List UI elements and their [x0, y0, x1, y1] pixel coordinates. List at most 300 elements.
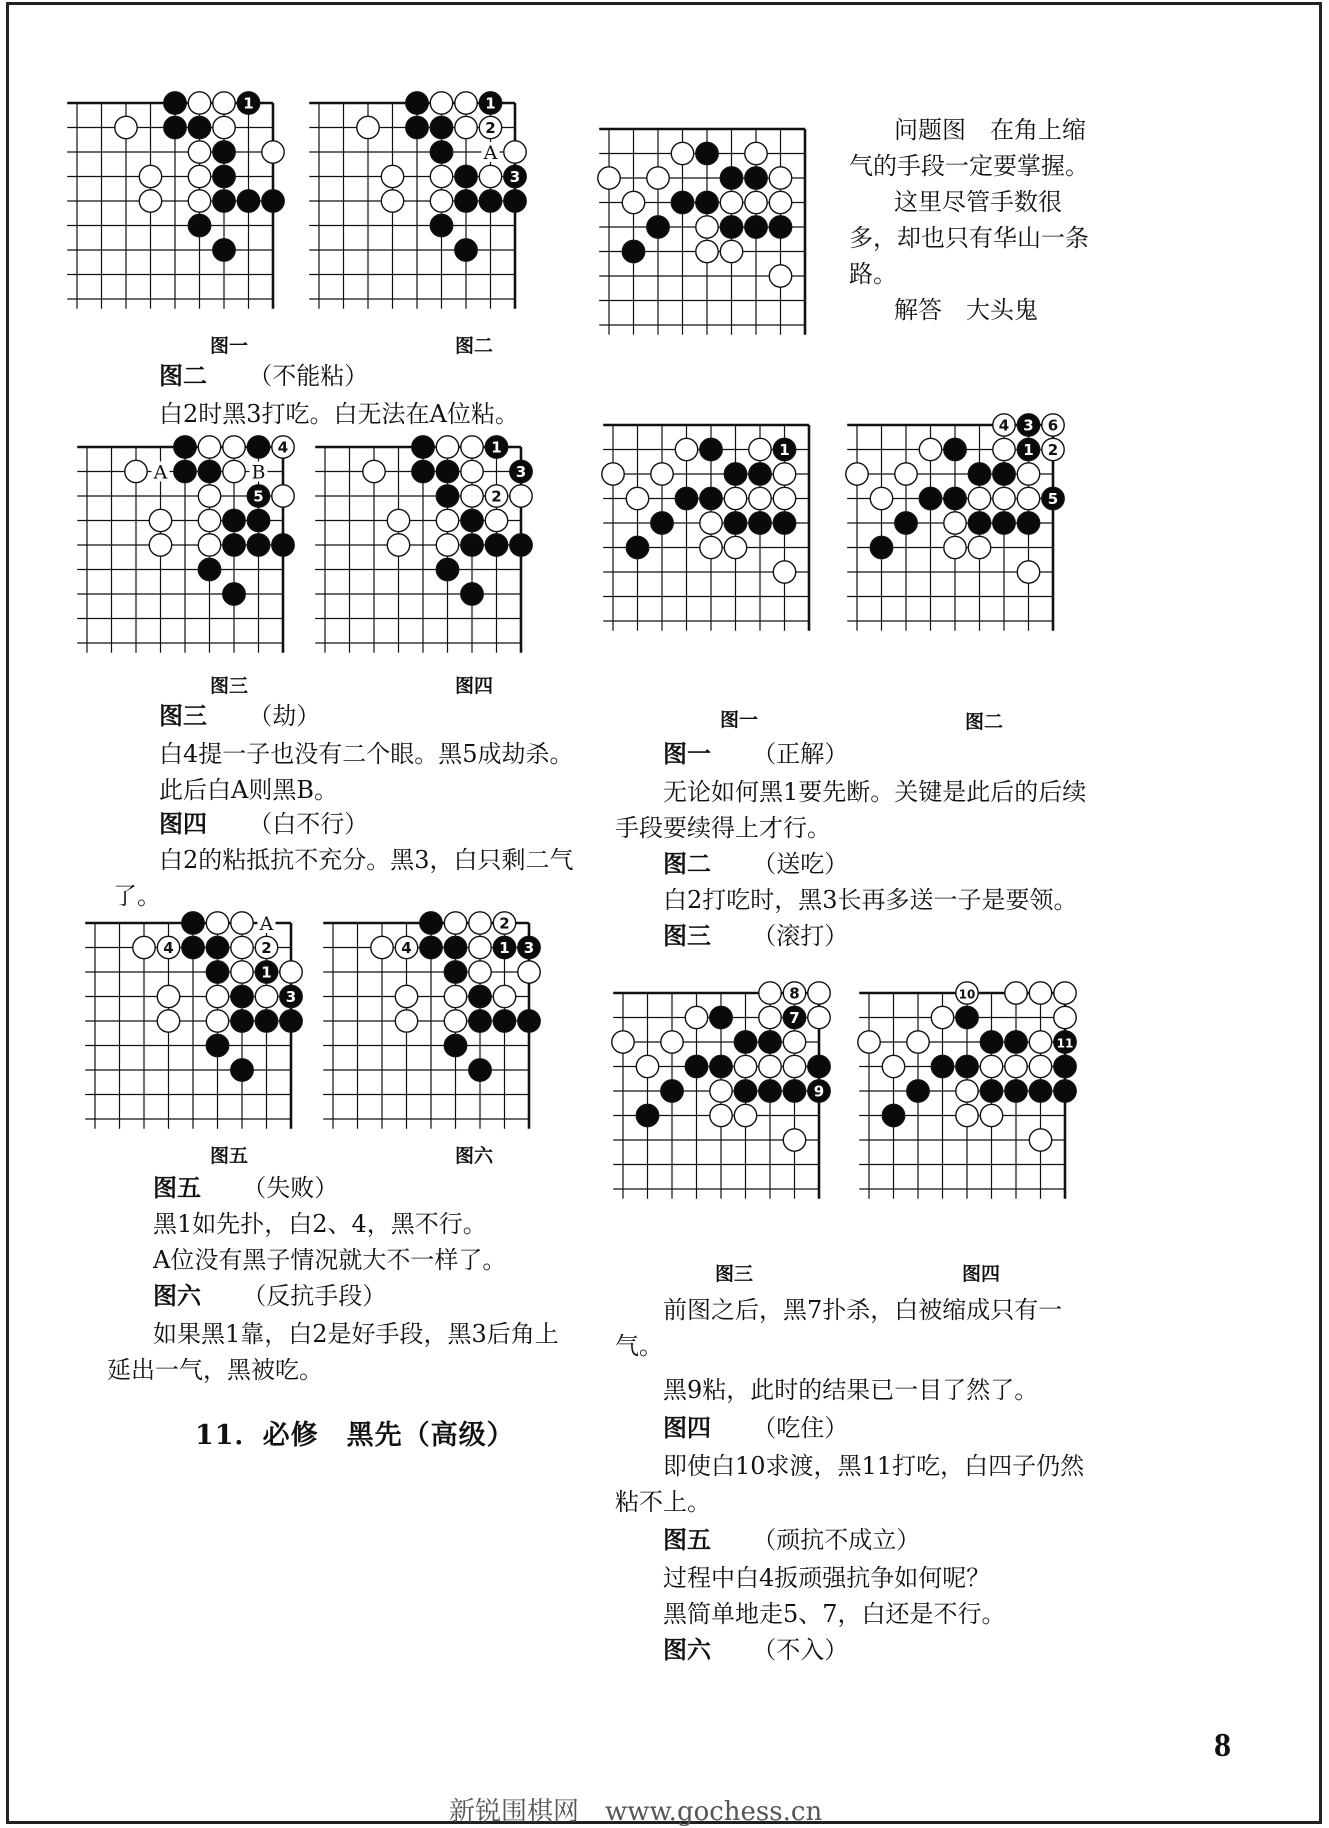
text-line: 白2时黑3打吃。白无法在A位粘。 — [159, 400, 519, 428]
black-stone — [882, 1104, 904, 1126]
stone-number: 1 — [243, 94, 254, 113]
black-stone — [685, 1055, 707, 1077]
stone-number: 2 — [261, 939, 272, 957]
black-stone — [1054, 1080, 1076, 1102]
black-stone — [504, 190, 526, 212]
white-stone — [198, 485, 220, 507]
black-stone — [455, 190, 477, 212]
black-stone — [993, 512, 1015, 534]
black-stone — [1005, 1080, 1027, 1102]
text-line: 无论如何黑1要先断。关键是此后的后续 — [663, 778, 1087, 806]
white-stone — [808, 982, 830, 1004]
black-stone — [968, 512, 990, 534]
fig4-subtitle: （白不行） — [248, 810, 369, 838]
white-stone — [479, 165, 501, 187]
white-stone — [280, 961, 302, 983]
black-stone — [671, 191, 693, 213]
white-stone — [436, 534, 458, 556]
black-stone — [734, 1031, 756, 1053]
text-line: 延出一气，黑被吃。 — [107, 1356, 323, 1384]
go-board-svg — [861, 981, 1081, 1201]
stone-number: 5 — [253, 487, 264, 506]
black-stone — [956, 1055, 978, 1077]
black-stone — [980, 1031, 1002, 1053]
black-stone — [919, 487, 941, 509]
black-stone — [237, 190, 259, 212]
fig2-title-line — [159, 359, 368, 393]
white-stone — [783, 1055, 805, 1077]
white-stone — [993, 487, 1015, 509]
caption-left-fig6: 图六 — [454, 1145, 493, 1167]
white-stone — [907, 1031, 929, 1053]
black-stone — [626, 536, 648, 558]
white-stone — [461, 485, 483, 507]
black-stone — [700, 438, 722, 460]
black-stone — [461, 534, 483, 556]
stone-number: 1 — [1023, 441, 1034, 459]
white-stone — [858, 1031, 880, 1053]
stone-number: 4 — [277, 438, 289, 457]
white-stone — [255, 985, 277, 1007]
page-number: 8 — [1214, 1727, 1231, 1764]
fig4-title: 图四 — [159, 810, 207, 838]
white-stone — [188, 165, 210, 187]
board-label: A — [153, 461, 168, 484]
fig2-title: 图二 — [159, 362, 207, 390]
black-stone — [420, 936, 442, 958]
white-stone — [188, 141, 210, 163]
black-stone — [769, 216, 791, 238]
go-board-svg — [309, 91, 529, 311]
board-R1 — [605, 413, 825, 633]
white-stone — [661, 1031, 683, 1053]
black-stone — [198, 460, 220, 482]
board-R3 — [615, 981, 835, 1201]
black-stone — [931, 1055, 953, 1077]
white-stone — [436, 436, 458, 458]
stone-number: 10 — [958, 987, 976, 1002]
rfig3-title-line — [663, 919, 848, 953]
black-stone — [280, 1010, 302, 1032]
black-stone — [231, 1059, 253, 1081]
section-heading: 11．必修 黑先（高级） — [195, 1420, 515, 1451]
go-board-svg — [85, 911, 305, 1131]
stone-number: 2 — [491, 487, 502, 506]
white-stone — [710, 1080, 732, 1102]
white-stone — [371, 936, 393, 958]
white-stone — [231, 961, 253, 983]
black-stone — [262, 190, 284, 212]
white-stone — [783, 1031, 805, 1053]
white-stone — [710, 1104, 732, 1126]
go-board-svg — [67, 91, 287, 311]
white-stone — [518, 961, 540, 983]
stone-number: 2 — [485, 119, 496, 137]
caption-left-fig2: 图二 — [454, 335, 493, 357]
white-stone — [700, 512, 722, 534]
white-stone — [745, 142, 767, 164]
white-stone — [493, 985, 515, 1007]
black-stone — [430, 116, 452, 138]
rfig1-title: 图一 — [663, 740, 711, 768]
black-stone — [444, 936, 466, 958]
fig3-subtitle: （劫） — [248, 702, 321, 730]
black-stone — [223, 534, 245, 556]
white-stone — [444, 1010, 466, 1032]
white-stone — [1005, 1055, 1027, 1077]
white-stone — [720, 191, 742, 213]
board-R2 — [849, 413, 1069, 633]
black-stone — [213, 239, 235, 261]
black-stone — [944, 487, 966, 509]
text-line: A位没有黑子情况就大不一样了。 — [153, 1246, 507, 1274]
black-stone — [213, 190, 235, 212]
white-stone — [139, 165, 161, 187]
black-stone — [272, 534, 294, 556]
black-stone — [436, 460, 458, 482]
white-stone — [1017, 487, 1039, 509]
stone-number: 1 — [779, 441, 790, 459]
white-stone — [262, 141, 284, 163]
white-stone — [444, 912, 466, 934]
rfig2-title: 图二 — [663, 850, 711, 878]
black-stone — [174, 460, 196, 482]
black-stone — [430, 141, 452, 163]
text-line: 白2的粘抵抗不充分。黑3，白只剩二气 — [159, 846, 574, 874]
white-stone — [769, 167, 791, 189]
white-stone — [198, 534, 220, 556]
white-stone — [612, 1031, 634, 1053]
black-stone — [720, 216, 742, 238]
white-stone — [125, 460, 147, 482]
white-stone — [980, 1055, 1002, 1077]
board-L2 — [309, 91, 529, 311]
white-stone — [846, 463, 868, 485]
stone-number: 3 — [509, 168, 521, 186]
stone-number: 3 — [523, 939, 535, 957]
black-stone — [436, 558, 458, 580]
black-stone — [164, 92, 186, 114]
rfig2-title-line — [663, 847, 848, 881]
problem-line: 这里尽管手数很 — [894, 188, 1062, 216]
black-stone — [206, 961, 228, 983]
fig5-title-line — [153, 1171, 338, 1205]
white-stone — [700, 536, 722, 558]
stone-number: 4 — [998, 416, 1010, 435]
text-line: 气。 — [615, 1332, 663, 1360]
stone-number: 4 — [163, 939, 174, 957]
black-stone — [188, 214, 210, 236]
black-stone — [174, 436, 196, 458]
black-stone — [720, 167, 742, 189]
black-stone — [1017, 512, 1039, 534]
black-stone — [469, 1059, 491, 1081]
black-stone — [247, 436, 269, 458]
black-stone — [510, 534, 532, 556]
rfig5-subtitle: （顽抗不成立） — [752, 1526, 921, 1554]
stone-number: 3 — [515, 463, 527, 481]
black-stone — [696, 142, 718, 164]
white-stone — [749, 438, 771, 460]
fig2-subtitle: （不能粘） — [248, 362, 369, 390]
black-stone — [710, 1006, 732, 1028]
text-line: 黑1如先扑，白2、4，黑不行。 — [153, 1210, 487, 1238]
black-stone — [412, 436, 434, 458]
white-stone — [231, 936, 253, 958]
black-stone — [198, 558, 220, 580]
white-stone — [919, 438, 941, 460]
black-stone — [651, 512, 673, 534]
board-label: A — [259, 913, 274, 935]
white-stone — [759, 1006, 781, 1028]
board-problem — [601, 117, 821, 337]
white-stone — [272, 485, 294, 507]
white-stone — [395, 985, 417, 1007]
black-stone — [636, 1104, 658, 1126]
stone-number: 3 — [1023, 416, 1034, 435]
white-stone — [206, 985, 228, 1007]
stone-number: 1 — [485, 94, 496, 113]
white-stone — [1029, 1129, 1051, 1151]
white-stone — [469, 912, 491, 934]
white-stone — [213, 116, 235, 138]
white-stone — [455, 116, 477, 138]
white-stone — [622, 191, 644, 213]
go-board-svg — [601, 117, 821, 337]
black-stone — [231, 1010, 253, 1032]
go-board-svg — [315, 435, 535, 655]
white-stone — [1029, 982, 1051, 1004]
rfig3-subtitle: （滚打） — [752, 922, 849, 950]
caption-right-fig4: 图四 — [961, 1263, 1000, 1285]
white-stone — [387, 509, 409, 531]
white-stone — [769, 191, 791, 213]
white-stone — [387, 534, 409, 556]
white-stone — [430, 190, 452, 212]
black-stone — [255, 1010, 277, 1032]
problem-line: 解答 大头鬼 — [894, 296, 1038, 324]
white-stone — [968, 487, 990, 509]
black-stone — [412, 460, 434, 482]
stone-number: 2 — [499, 914, 510, 933]
black-stone — [1005, 1031, 1027, 1053]
white-stone — [436, 509, 458, 531]
white-stone — [598, 167, 620, 189]
text-line: 如果黑1靠，白2是好手段，黑3后角上 — [153, 1320, 559, 1348]
white-stone — [773, 561, 795, 583]
text-line: 了。 — [113, 882, 161, 910]
white-stone — [626, 487, 648, 509]
black-stone — [206, 936, 228, 958]
white-stone — [115, 116, 137, 138]
white-stone — [198, 509, 220, 531]
caption-left-fig5: 图五 — [209, 1145, 248, 1167]
black-stone — [749, 463, 771, 485]
black-stone — [469, 1010, 491, 1032]
white-stone — [461, 460, 483, 482]
black-stone — [461, 583, 483, 605]
page — [6, 2, 1322, 1827]
black-stone — [406, 116, 428, 138]
white-stone — [133, 936, 155, 958]
footer-watermark: 新锐围棋网 www.gochess.cn — [449, 1797, 823, 1827]
black-stone — [749, 512, 771, 534]
white-stone — [206, 1010, 228, 1032]
text-line: 此后白A则黑B。 — [159, 776, 338, 804]
white-stone — [720, 240, 742, 262]
black-stone — [164, 116, 186, 138]
black-stone — [223, 583, 245, 605]
black-stone — [956, 1006, 978, 1028]
black-stone — [188, 116, 210, 138]
black-stone — [710, 1055, 732, 1077]
rfig4-subtitle: （吃住） — [752, 1414, 849, 1442]
go-board-svg — [77, 435, 297, 655]
white-stone — [139, 190, 161, 212]
black-stone — [968, 463, 990, 485]
black-stone — [647, 216, 669, 238]
text-line: 白4提一子也没有二个眼。黑5成劫杀。 — [159, 740, 574, 768]
white-stone — [213, 92, 235, 114]
text-line: 手段要续得上才行。 — [615, 814, 831, 842]
white-stone — [1054, 1006, 1076, 1028]
white-stone — [485, 509, 507, 531]
black-stone — [455, 165, 477, 187]
white-stone — [671, 142, 693, 164]
stone-number: 1 — [261, 963, 272, 982]
stone-number: 1 — [499, 939, 510, 957]
stone-number: 9 — [813, 1082, 825, 1101]
white-stone — [980, 1104, 1002, 1126]
white-stone — [1029, 1031, 1051, 1053]
black-stone — [808, 1055, 830, 1077]
black-stone — [907, 1080, 929, 1102]
fig5-title: 图五 — [153, 1174, 201, 1202]
white-stone — [363, 460, 385, 482]
board-L4 — [315, 435, 535, 655]
board-R4 — [861, 981, 1081, 1201]
black-stone — [661, 1080, 683, 1102]
white-stone — [602, 463, 624, 485]
black-stone — [759, 1080, 781, 1102]
white-stone — [895, 463, 917, 485]
black-stone — [783, 1080, 805, 1102]
white-stone — [769, 265, 791, 287]
black-stone — [206, 1034, 228, 1056]
go-board-svg — [605, 413, 825, 633]
white-stone — [1005, 982, 1027, 1004]
white-stone — [430, 165, 452, 187]
black-stone — [734, 1080, 756, 1102]
rfig1-title-line — [663, 737, 848, 771]
black-stone — [182, 936, 204, 958]
caption-right-fig3: 图三 — [714, 1263, 753, 1285]
white-stone — [944, 536, 966, 558]
black-stone — [213, 141, 235, 163]
black-stone — [993, 463, 1015, 485]
caption-left-fig4: 图四 — [454, 675, 493, 697]
go-board-svg — [323, 911, 543, 1131]
white-stone — [956, 1080, 978, 1102]
white-stone — [931, 1006, 953, 1028]
board-L3 — [77, 435, 297, 655]
white-stone — [188, 92, 210, 114]
white-stone — [882, 1055, 904, 1077]
stone-number: 8 — [789, 984, 800, 1003]
caption-left-fig3: 图三 — [209, 675, 248, 697]
black-stone — [745, 167, 767, 189]
black-stone — [247, 509, 269, 531]
black-stone — [479, 190, 501, 212]
black-stone — [436, 485, 458, 507]
text-line: 前图之后，黑7扑杀，白被缩成只有一 — [663, 1296, 1063, 1324]
black-stone — [1029, 1080, 1051, 1102]
white-stone — [1017, 463, 1039, 485]
black-stone — [493, 1010, 515, 1032]
stone-number: 2 — [1047, 441, 1059, 459]
white-stone — [956, 1104, 978, 1126]
board-L1 — [67, 91, 287, 311]
stone-number: 1 — [491, 438, 502, 457]
white-stone — [636, 1055, 658, 1077]
rfig2-subtitle: （送吃） — [752, 850, 849, 878]
white-stone — [870, 487, 892, 509]
white-stone — [357, 116, 379, 138]
black-stone — [675, 487, 697, 509]
problem-line: 多，却也只有华山一条 — [849, 224, 1089, 252]
white-stone — [724, 487, 746, 509]
black-stone — [444, 1034, 466, 1056]
rfig6-title-line — [663, 1633, 848, 1667]
white-stone — [223, 460, 245, 482]
board-L6 — [323, 911, 543, 1131]
text-line: 过程中白4扳顽强抗争如何呢？ — [663, 1564, 991, 1592]
white-stone — [223, 436, 245, 458]
black-stone — [870, 536, 892, 558]
white-stone — [381, 190, 403, 212]
white-stone — [157, 1010, 179, 1032]
white-stone — [696, 216, 718, 238]
black-stone — [622, 240, 644, 262]
rfig4-title-line — [663, 1411, 848, 1445]
white-stone — [395, 1010, 417, 1032]
black-stone — [469, 985, 491, 1007]
white-stone — [651, 463, 673, 485]
white-stone — [231, 912, 253, 934]
text-line: 白2打吃时，黑3长再多送一子是要领。 — [663, 886, 1078, 914]
white-stone — [696, 240, 718, 262]
white-stone — [734, 1104, 756, 1126]
white-stone — [469, 936, 491, 958]
white-stone — [1029, 1055, 1051, 1077]
white-stone — [206, 912, 228, 934]
stone-number: 5 — [1047, 490, 1059, 508]
black-stone — [455, 239, 477, 261]
white-stone — [188, 190, 210, 212]
stone-number: 4 — [401, 939, 412, 957]
white-stone — [149, 509, 171, 531]
white-stone — [1017, 561, 1039, 583]
rfig1-subtitle: （正解） — [752, 740, 849, 768]
white-stone — [808, 1006, 830, 1028]
white-stone — [745, 191, 767, 213]
black-stone — [247, 534, 269, 556]
white-stone — [759, 982, 781, 1004]
rfig6-subtitle: （不入） — [752, 1636, 849, 1664]
black-stone — [944, 438, 966, 460]
black-stone — [444, 961, 466, 983]
black-stone — [406, 92, 428, 114]
